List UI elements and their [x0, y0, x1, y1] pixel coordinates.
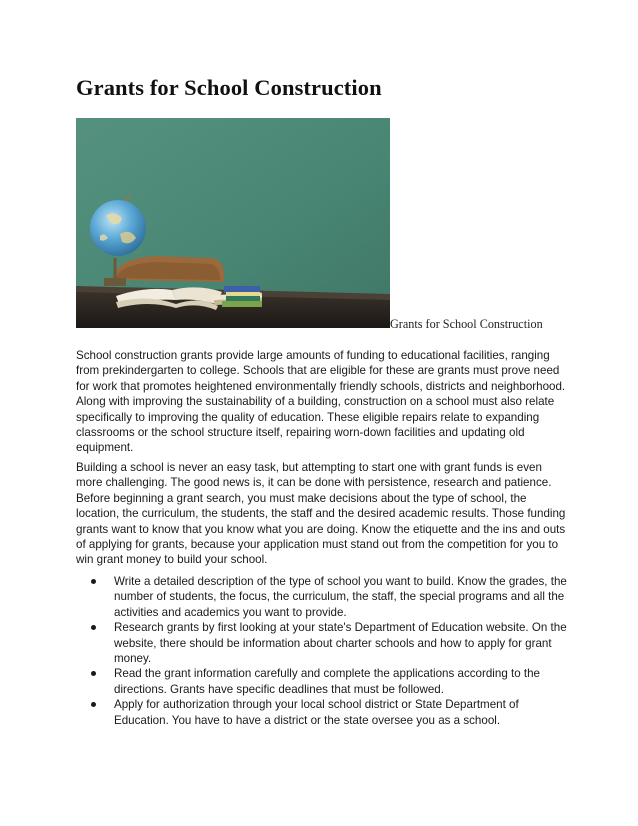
list-item	[76, 620, 568, 666]
page-title: Grants for School Construction	[76, 75, 382, 100]
bullet-icon	[91, 579, 96, 584]
steps-list	[76, 574, 568, 728]
classroom-photo	[76, 118, 390, 328]
paragraph-intro: School construction grants provide large amounts of funding to educational facilities, ranging from prekindergarten to college. Schools that are eligible for these are grants must prove need for work that promotes heightened environmentally friendly schools, districts and neighborhood. Along with improving the sustainability of a building, construction on a school must also relate specifically to improving the quality of education. These eligible repairs relate to expanding classrooms or the school structure itself, repairing worn-down facilities and updating old equipment.	[76, 349, 566, 455]
bullet-icon	[91, 671, 96, 676]
list-item	[76, 574, 568, 620]
list-item	[76, 666, 568, 697]
list-item	[76, 697, 568, 728]
list-item-text: Research grants by first looking at your state's Department of Education website. On the website, there should be information about charter schools and how to apply for grant money.	[114, 621, 567, 666]
bullet-icon	[91, 625, 96, 630]
list-item-text: Read the grant information carefully and complete the applications according to the directions. Grants have specific deadlines that must be followed.	[114, 667, 541, 696]
bullet-icon	[91, 702, 96, 707]
list-item-text: Write a detailed description of the type of school you want to build. Know the grades, the number of students, the focus, the curriculum, the staff, the special programs and all the activities and academics you want to provide.	[114, 575, 567, 619]
list-item-text: Apply for authorization through your local school district or State Department of Education. You have to have a district or the state oversee you as a school.	[114, 698, 519, 727]
paragraph-building: Building a school is never an easy task, but attempting to start one with grant funds is even more challenging. The good news is, it can be done with persistence, research and patience. Before beginning a grant search, you must make decisions about the type of school, the location, the curriculum, the students, the staff and the desired academic results. Those funding grants want to know that you know what you are doing. Know the etiquette and the ins and outs of applying for grants, because your application must stand out from the competition for you to win grant money to build your school.	[76, 461, 566, 567]
image-caption: Grants for School Construction	[390, 317, 543, 331]
